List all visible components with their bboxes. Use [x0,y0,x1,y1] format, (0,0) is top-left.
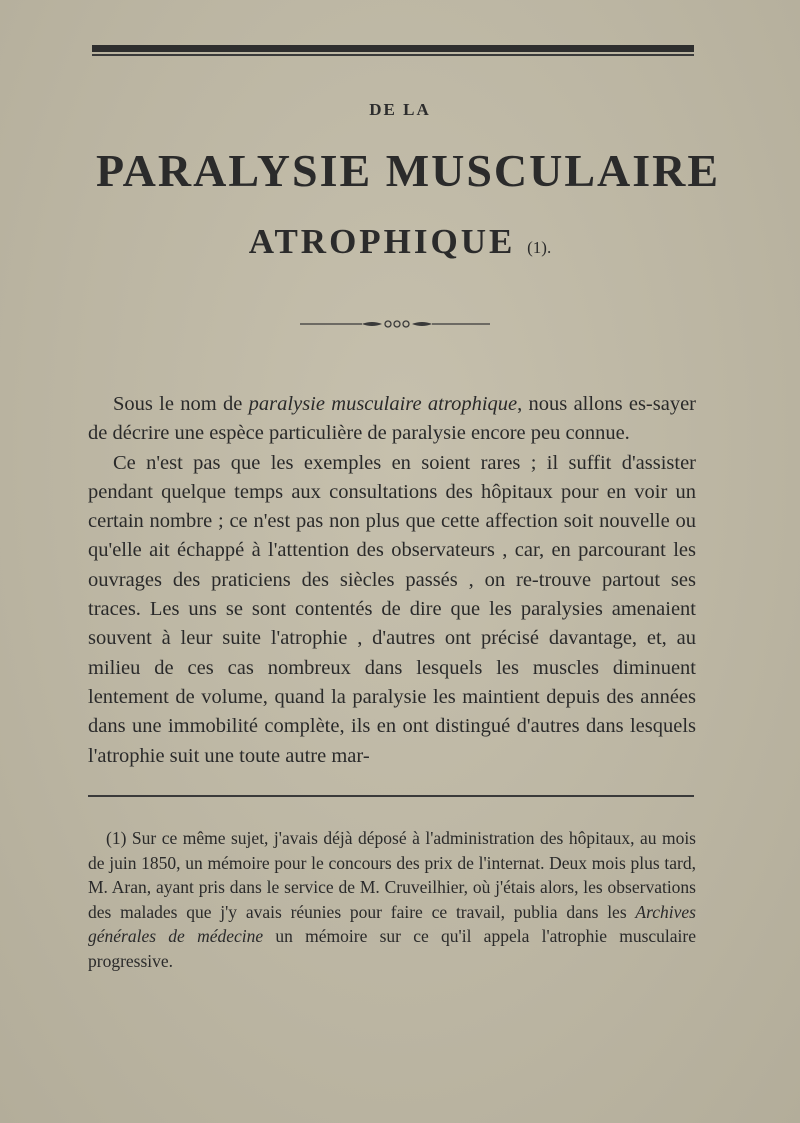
footnote-reference: (1). [527,238,552,257]
footnote-text [88,826,696,973]
footnote [88,826,696,973]
ornament-divider [300,318,490,330]
subtitle-text: ATROPHIQUE [248,222,516,261]
footnote-start: (1) Sur ce même sujet, j'avais déjà déposé à l'administration des hôpitaux, au mois de juin 1850, un mémoire pour le concours des prix de l'internat. Deux mois plus tard, M. Aran, ayant pris dans le service de M. Cruveilhier, où j'étais alors, les observations des malades que j'y avais réunies pour faire ce travail, publia dans les [88,828,696,922]
top-thick-rule [92,45,694,52]
paragraph-1-italic-term: paralysie musculaire atrophique [248,393,518,415]
title-kicker: DE LA [369,100,431,119]
paragraph-2: Ce n'est pas que les exemples en soient rares ; il suffit d'assister pendant quelque temps aux consultations des hôpitaux pour en voir un certain nombre ; ce n'est pas non plus que cette affection soit nouvelle ou qu'elle ait échappé à l'attention des observateurs , car, en parcourant les ouvrages des praticiens des siècles passés , on re-trouve partout ses traces. Les uns se sont contentés de dire que les paralysies amenaient souvent à leur suite l'atrophie , d'autres ont précisé davantage, et, au milieu de ces cas nombreux dans lesquels les muscles diminuent lentement de volume, quand la paralysie les maintient depuis des années dans une immobilité complète, ils en ont distingué d'autres dans lesquels l'atrophie suit une toute autre mar- [88,451,696,767]
footnote-italic-title: Archives générales de médecine [88,901,696,946]
paragraph-1-start: Sous le nom de [113,393,249,415]
page-title: PARALYSIE MUSCULAIRE [96,145,721,196]
main-text [88,390,696,771]
page-subtitle [0,222,800,262]
paragraph-1-end: , nous allons es-sayer de décrire une espèce particulière de paralysie encore peu connue. [88,393,697,445]
paragraph-1 [88,390,696,449]
top-thin-rule [92,54,694,56]
footnote-rule [88,795,694,797]
footnote-end: un mémoire sur ce qu'il appela l'atrophie musculaire progressive. [88,926,696,971]
